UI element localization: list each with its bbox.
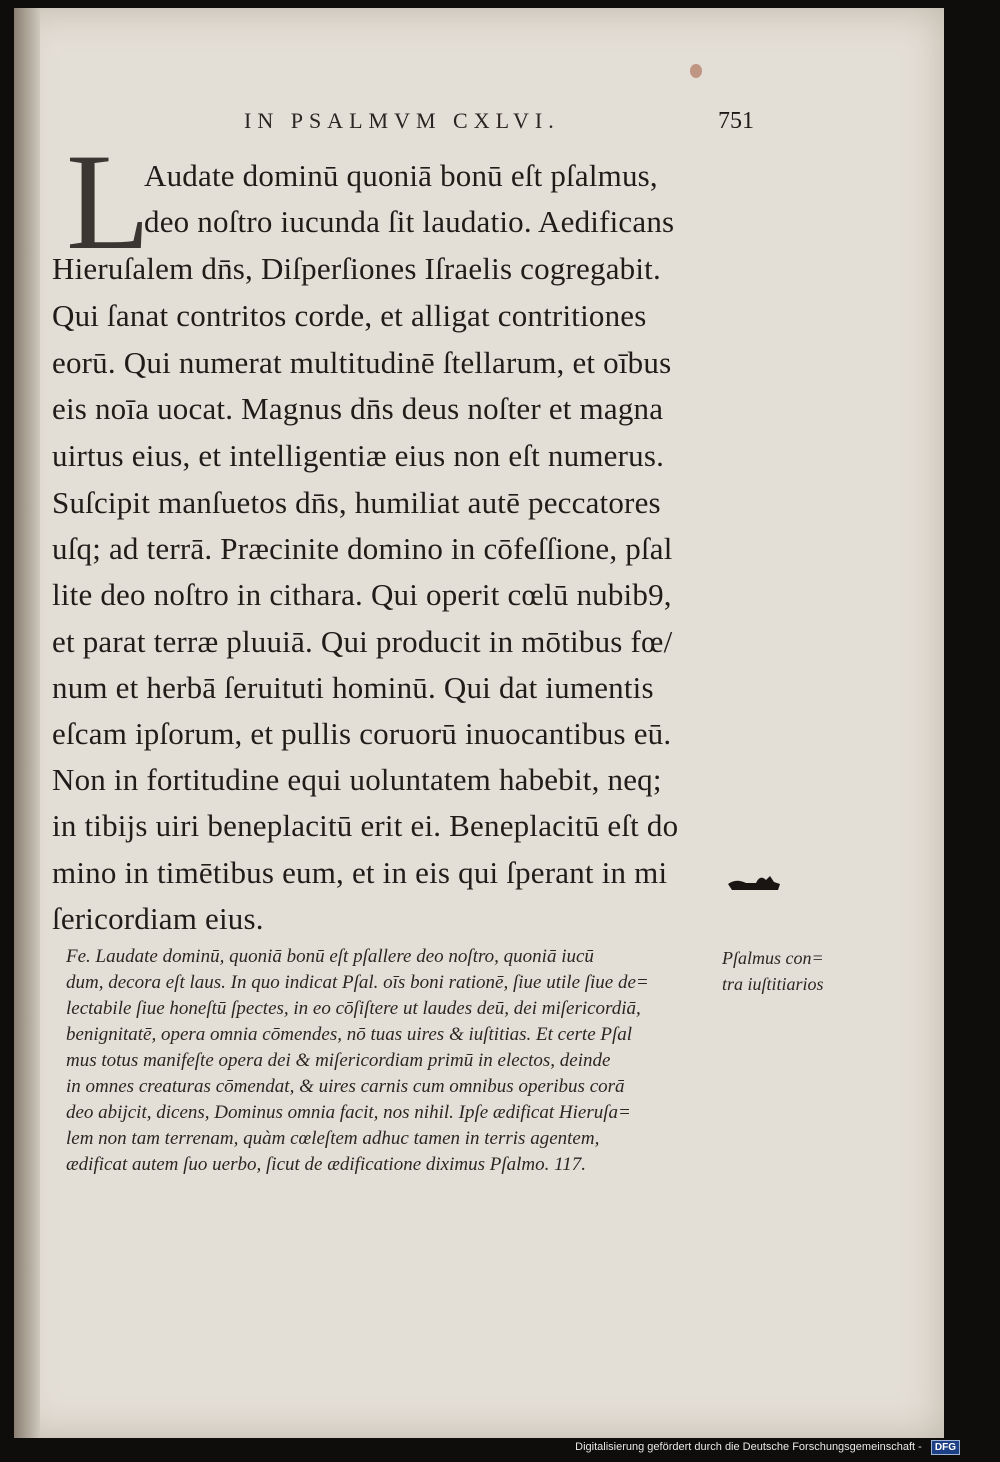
digitization-credit (575, 1440, 960, 1455)
main-text-line: ſericordiam eius. (52, 901, 264, 936)
commentary-line: mus totus manifeſte opera dei & miſericordiam primū in electos, deinde (66, 1050, 611, 1071)
main-text-line: Non in fortitudine equi uoluntatem habebit, neq; (52, 762, 662, 797)
main-text-line: eorū. Qui numerat multitudinē ſtellarum, et oībus (52, 345, 672, 380)
main-text-line: lite deo noſtro in cithara. Qui operit cœlū nubib9, (52, 577, 672, 612)
main-text-line: Qui ſanat contritos corde, et alligat contritiones (52, 298, 647, 333)
commentary-line: ædificat autem ſuo uerbo, ſicut de ædificatione diximus Pſalmo. 117. (66, 1154, 586, 1175)
page-gutter (14, 8, 40, 1438)
dfg-logo: DFG (931, 1440, 960, 1455)
main-text-line: mino in timētibus eum, et in eis qui ſperant in mi (52, 855, 668, 890)
manicule-mark (726, 870, 782, 894)
credit-text: Digitalisierung gefördert durch die Deutsche Forschungsgemeinschaft - (575, 1441, 922, 1453)
main-text-line: et parat terræ pluuiā. Qui producit in mōtibus fœ/ (52, 624, 673, 659)
commentary-line: benignitatē, opera omnia cōmendes, nō tuas uires & iuſtitias. Et certe Pſal (66, 1024, 633, 1045)
commentary-line: deo abijcit, dicens, Dominus omnia facit, nos nihil. Ipſe ædificat Hieruſa= (66, 1102, 631, 1123)
commentary-line: in omnes creaturas cōmendat, & uires carnis cum omnibus operibus corā (66, 1076, 625, 1097)
main-text-line: Audate dominū quoniā bonū eſt pſalmus, (144, 158, 658, 193)
margin-note-line: Pſalmus con= (722, 948, 824, 968)
main-text-line: deo noſtro iucunda ſit laudatio. Aedificans (144, 204, 675, 239)
main-text-line: eis noīa uocat. Magnus dn̄s deus noſter et magna (52, 391, 664, 426)
decorated-initial: L (66, 125, 151, 278)
main-text-line: in tibijs uiri beneplacitū erit ei. Beneplacitū eſt do (52, 808, 679, 843)
commentary-line: lem non tam terrenam, quàm cœleſtem adhuc tamen in terris agentem, (66, 1128, 600, 1149)
commentary-line: Fe. Laudate dominū, quoniā bonū eſt pſallere deo noſtro, quoniā iucū (66, 946, 594, 967)
paper-stain (690, 64, 702, 78)
main-text-line: Hieruſalem dn̄s, Diſperſiones Iſraelis cogregabit. (52, 251, 661, 286)
margin-note-line: tra iuſtitiarios (722, 974, 824, 994)
running-head: IN PSALMVM CXLVI. (244, 108, 560, 133)
folio-number: 751 (718, 108, 754, 134)
commentary-line: lectabile ſiue honeſtū ſpectes, in eo cōſiſtere ut laudes deū, dei miſericordiā, (66, 998, 641, 1019)
main-text-line: uſq; ad terrā. Præcinite domino in cōfeſſione, pſal (52, 531, 673, 566)
main-text-line: num et herbā ſeruituti hominū. Qui dat iumentis (52, 670, 654, 705)
main-text-line: eſcam ipſorum, et pullis coruorū inuocantibus eū. (52, 716, 672, 751)
book-page (14, 8, 944, 1438)
main-text-line: uirtus eius, et intelligentiæ eius non eſt numerus. (52, 438, 665, 473)
commentary-line: dum, decora eſt laus. In quo indicat Pſal. oīs boni rationē, ſiue utile ſiue de= (66, 972, 649, 993)
main-text-line: Suſcipit manſuetos dn̄s, humiliat autē peccatores (52, 485, 661, 520)
